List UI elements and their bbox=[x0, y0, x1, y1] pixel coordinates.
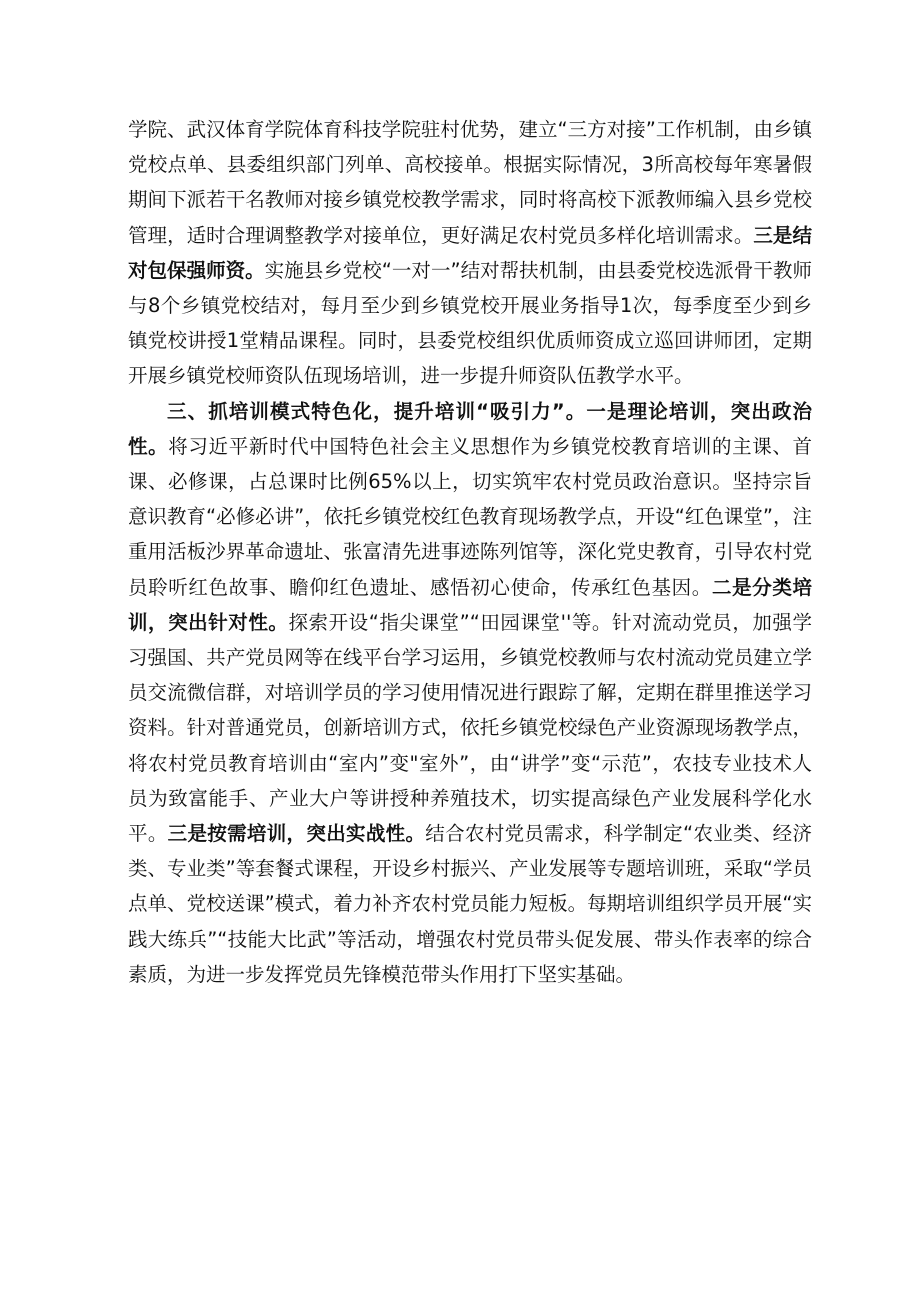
document-body bbox=[128, 112, 812, 992]
text-run: 实施县乡党校“一对一”结对帮扶机制，由县委党校选派骨干教师与8个乡镇党校结对，每月至少到乡镇党校开展业务指导1次，每季度至少到乡镇党校讲授1堂精品课程。同时，县委党校组织优质师资成立巡回讲师团，定期开展乡镇党校师资队伍现场培训，进一步提升师资队伍教学水平。 bbox=[128, 258, 812, 388]
section-heading-run: 三、抓培训模式特色化，提升培训“吸引力”。一是理论培训，突出政治性。 bbox=[128, 399, 812, 458]
paragraph-training-mode bbox=[128, 394, 812, 992]
text-run: 探索开设“指尖课堂”“田园课堂''等。针对流动党员，加强学习强国、共产党员网等在线平台学习运用，乡镇党校教师与农村流动党员建立学员交流微信群，对培训学员的学习使用情况进行跟踪了解，定期在群里推送学习资料。针对普通党员，创新培训方式，依托乡镇党校绿色产业资源现场教学点，将农村党员教育培训由“室内”变"室外”，由“讲学”变“示范”，农技专业技术人员为致富能手、产业大户等讲授种养殖技术，切实提高绿色产业发展科学化水平。 bbox=[128, 610, 812, 846]
bold-heading-run: 二是分类培训，突出针对性。 bbox=[128, 575, 812, 634]
text-run: 将习近平新时代中国特色社会主义思想作为乡镇党校教育培训的主课、首课、必修课，占总课时比例65%以上，切实筑牢农村党员政治意识。坚持宗旨意识教育“必修必讲”，依托乡镇党校红色教育现场教学点，开设“红色课堂”，注重用活板沙界革命遗址、张富清先进事迹陈列馆等，深化党史教育，引导农村党员聆听红色故事、瞻仰红色遗址、感悟初心使命，传承红色基因。 bbox=[128, 434, 812, 599]
paragraph-teacher-resources bbox=[128, 112, 812, 394]
bold-heading-run: 三是按需培训，突出实战性。 bbox=[167, 822, 426, 846]
bold-heading-run: 三是结对包保强师资。 bbox=[128, 223, 812, 282]
text-run: 学院、武汉体育学院体育科技学院驻村优势，建立“三方对接”工作机制，由乡镇党校点单、县委组织部门列单、高校接单。根据实际情况，3所高校每年寒暑假期间下派若干名教师对接乡镇党校教学需求，同时将高校下派教师编入县乡党校管理，适时合理调整教学对接单位，更好满足农村党员多样化培训需求。 bbox=[128, 118, 812, 247]
text-run: 结合农村党员需求，科学制定“农业类、经济类、专业类”等套餐式课程，开设乡村振兴、产业发展等专题培训班，采取“学员点单、党校送课”模式，着力补齐农村党员能力短板。每期培训组织学员开展“实践大练兵”“技能大比武”等活动，增强农村党员带头促发展、带头作表率的综合素质，为进一步发挥党员先锋模范带头作用打下坚实基础。 bbox=[128, 822, 812, 986]
